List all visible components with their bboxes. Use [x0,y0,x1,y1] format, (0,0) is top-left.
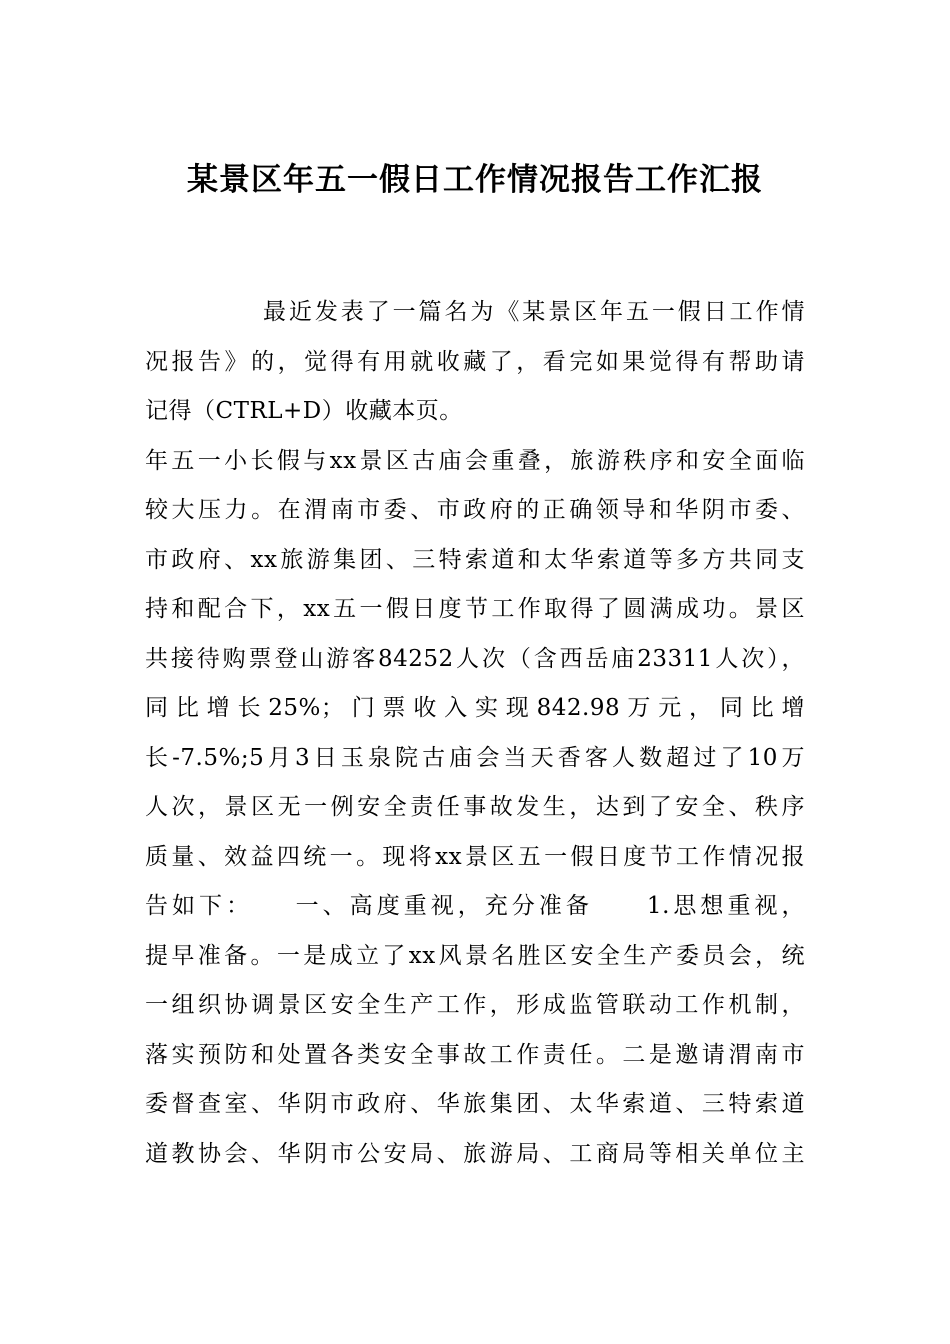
body-line-14: 提早准备。一是成立了xx风景名胜区安全生产委员会，统 [145,942,805,969]
body-line-12: 质量、效益四统一。现将xx景区五一假日度节工作情况报 [145,843,805,870]
body-line-17: 委督查室、华阴市政府、华旅集团、太华索道、三特索道 [145,1091,805,1117]
body-line-13: 告如下： 一、高度重视，充分准备 1.思想重视， [145,893,805,919]
body-line-6: 市政府、xx旅游集团、三特索道和太华索道等多方共同支 [145,546,805,573]
body-line-2: 况报告》的，觉得有用就收藏了，看完如果觉得有帮助请 [145,348,805,375]
body-line-8: 共接待购票登山游客84252人次（含西岳庙23311人次）， [145,645,805,672]
body-line-7: 持和配合下，xx五一假日度节工作取得了圆满成功。景区 [145,596,805,622]
body-line-15: 一组织协调景区安全生产工作，形成监管联动工作机制， [145,992,805,1018]
body-line-5: 较大压力。在渭南市委、市政府的正确领导和华阴市委、 [145,497,805,523]
body-line-11: 人次，景区无一例安全责任事故发生，达到了安全、秩序 [145,794,805,820]
body-line-3: 记得（CTRL+D）收藏本页。 [145,398,463,424]
body-line-16: 落实预防和处置各类安全事故工作责任。二是邀请渭南市 [145,1041,805,1068]
document-title: 某景区年五一假日工作情况报告工作汇报 [187,162,763,198]
body-line-1: 最近发表了一篇名为《某景区年五一假日工作情 [263,299,805,325]
body-line-9: 同比增长25%；门票收入实现842.98万元，同比增 [145,695,805,721]
body-line-4: 年五一小长假与xx景区古庙会重叠，旅游秩序和安全面临 [145,447,805,474]
body-line-10: 长-7.5%;5月3日玉泉院古庙会当天香客人数超过了10万 [145,744,805,771]
body-line-18: 道教协会、华阴市公安局、旅游局、工商局等相关单位主 [145,1140,805,1167]
document-body [145,288,805,1179]
